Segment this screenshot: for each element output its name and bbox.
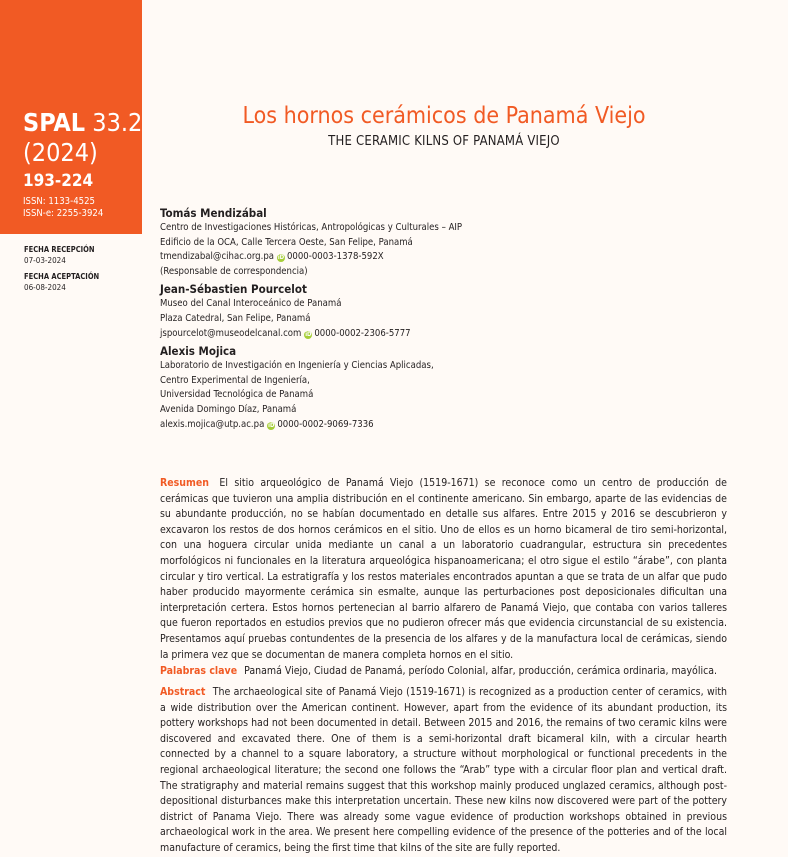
- journal-pages: 193-224: [23, 171, 94, 191]
- affiliation-line: Universidad Tecnológica de Panamá: [160, 389, 314, 401]
- affiliation-line: Avenida Domingo Díaz, Panamá: [160, 403, 297, 415]
- author-email-link[interactable]: alexis.mojica@utp.ac.pa: [160, 418, 265, 430]
- orcid-link[interactable]: 0000-0002-9069-7336: [277, 418, 374, 430]
- issn: ISSN: 1133-4525: [23, 196, 95, 207]
- journal-volume: [23, 108, 142, 138]
- orcid-link[interactable]: 0000-0002-2306-5777: [314, 327, 411, 339]
- accepted-date: 06-08-2024: [24, 283, 66, 292]
- author-name: Jean-Sébastien Pourcelot: [160, 282, 307, 297]
- affiliation-line: Museo del Canal Interoceánico de Panamá: [160, 298, 342, 310]
- abstract-paragraph: [160, 685, 727, 857]
- resumen-text: El sitio arqueológico de Panamá Viejo (1519-1671) se reconoce como un centro de producción de cerámicas que tuvieron una amplia distribución en el continente americano. Sin embargo, aparte de las evidencias de su abundante producción, no se habían documentado en detalle sus alfares. Entre 2015 y 2016 se descubrieron y excavaron los restos de dos hornos cerámicos en el sitio. Uno de ellos es un horno bicameral de tiro semi-horizontal, con una hoguera circular unida mediante un canal a un laboratorio cuadrangular, estructura sin precedentes morfológicos ni funcionales en la literatura arqueológica hispanoamericana; el otro sigue el estilo “árabe”, con planta circular y tiro vertical. La estratigrafía y los restos materiales encontrados apuntan a que se trata de un alfar que pudo haber producido mayormente cerámica sin esmalte, aunque las perturbaciones post deposicionales dificultan una interpretación certera. Estos hornos pertenecian al barrio alfarero de Panamá Viejo, que contaba con varios talleres que fueron reportados en estudios previos que no pudieron ofrecer más que evidencia circunstancial de su existencia. Presentamos aquí pruebas contundentes de la presencia de los alfares y de la manufactura local de cerámicas, siendo la primera vez que se documentan de manera completa hornos en el sitio.: [160, 477, 727, 661]
- affiliation-line: Edificio de la OCA, Calle Tercera Oeste, San Felipe, Panamá: [160, 236, 413, 248]
- author-email-link[interactable]: jspourcelot@museodelcanal.com: [160, 327, 302, 339]
- abstract-text: The archaeological site of Panamá Viejo (1519-1671) is recognized as a production center of ceramics, with a wide distribution over the American continent. However, apart from the evidence of its abundant production, its pottery workshops had not been documented in detail. Between 2015 and 2016, the remains of two ceramic kilns were discovered and excavated there. One of them is a semi-horizontal draft bicameral kiln, with a circular hearth connected by a channel to a square laboratory, a structure without morphological or functional precedents in the regional archaeological literature; the second one follows the “Arab” type with a circular floor plan and vertical draft. The stratigraphy and material remains suggest that this workshop mainly produced unglazed ceramics, although post-depositional disturbances make this interpretation uncertain. These new kilns now discovered were part of the pottery district of Panama Viejo. There was already some vague evidence of production workshops obtained in previous archaeological work in the area. We present here compelling evidence of the presence of the potteries and of the local manufacture of ceramics, being the first time that kilns of the site are fully reported.: [160, 686, 728, 854]
- received-block: [24, 244, 95, 266]
- authors-list: [160, 206, 560, 432]
- orcid-icon: iD: [277, 254, 285, 262]
- keywords-label: Palabras clave: [160, 665, 238, 677]
- orcid-icon: iD: [268, 421, 275, 429]
- journal-issue: 33.2: [92, 108, 143, 137]
- affiliation-line: Plaza Catedral, San Felipe, Panamá: [160, 312, 311, 324]
- accepted-label: FECHA ACEPTACIÓN: [24, 272, 100, 281]
- eissn: ISSN-e: 2255-3924: [23, 208, 104, 219]
- keywords-text: Panamá Viejo, Ciudad de Panamá, período Colonial, alfar, producción, cerámica ordinaria, mayólica.: [244, 665, 718, 677]
- orcid-link[interactable]: 0000-0003-1378-592X: [287, 251, 384, 263]
- abstract-label: Abstract: [160, 686, 206, 698]
- resumen-label: Resumen: [160, 477, 210, 489]
- author-email-link[interactable]: tmendizabal@cihac.org.pa: [160, 251, 274, 263]
- received-label: FECHA RECEPCIÓN: [24, 245, 95, 254]
- accepted-block: [24, 271, 99, 293]
- affiliation-line: Centro de Investigaciones Históricas, Antropológicas y Culturales – AIP: [160, 222, 463, 233]
- contact-line: [160, 418, 560, 433]
- correspondence-note: (Responsable de correspondencia): [160, 265, 308, 277]
- journal-box: [0, 0, 142, 234]
- keywords-paragraph: [160, 664, 727, 680]
- author-name: Alexis Mojica: [160, 344, 237, 359]
- journal-name: SPAL: [23, 108, 86, 137]
- author-name: Tomás Mendizábal: [160, 206, 267, 220]
- affiliation-line: Laboratorio de Investigación en Ingeniería y Ciencias Aplicadas,: [160, 360, 434, 372]
- received-date: 07-03-2024: [24, 256, 66, 265]
- contact-line: [160, 250, 560, 265]
- article-title: Los hornos cerámicos de Panamá Viejo: [242, 103, 646, 129]
- article-subtitle: THE CERAMIC KILNS OF PANAMÁ VIEJO: [328, 134, 560, 149]
- orcid-icon: iD: [305, 330, 312, 338]
- resumen-paragraph: [160, 476, 727, 663]
- affiliation-line: Centro Experimental de Ingeniería,: [160, 374, 310, 386]
- journal-year: (2024): [23, 138, 98, 167]
- contact-line: [160, 327, 560, 342]
